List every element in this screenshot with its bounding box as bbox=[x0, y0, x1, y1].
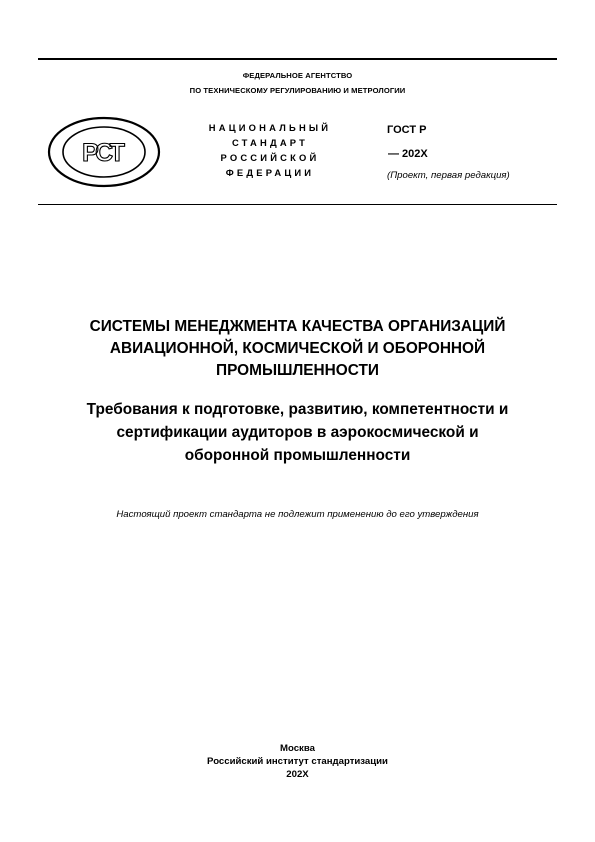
national-standard-line-1: НАЦИОНАЛЬНЫЙ bbox=[208, 122, 332, 133]
draft-notice: Настоящий проект стандарта не подлежит применению до его утверждения bbox=[116, 509, 479, 520]
imprint-block bbox=[0, 742, 595, 781]
edition-note: (Проект, первая редакция) bbox=[387, 170, 510, 181]
agency-line-1: ФЕДЕРАЛЬНОЕ АГЕНТСТВО bbox=[242, 71, 353, 80]
mid-rule bbox=[38, 204, 557, 205]
top-rule bbox=[38, 58, 557, 60]
logo-text: РСТ bbox=[82, 139, 122, 167]
national-standard-line-2: СТАНДАРТ bbox=[231, 137, 309, 148]
agency-header bbox=[0, 68, 595, 98]
national-standard-line-4: ФЕДЕРАЦИИ bbox=[225, 167, 315, 178]
rst-emblem-icon bbox=[47, 116, 161, 188]
standard-code: ГОСТ Р bbox=[387, 124, 427, 136]
national-standard-line-3: РОССИЙСКОЙ bbox=[220, 152, 320, 163]
title-line-1: СИСТЕМЫ МЕНЕДЖМЕНТА КАЧЕСТВА ОРГАНИЗАЦИЙ bbox=[89, 318, 506, 335]
imprint-city: Москва bbox=[280, 743, 315, 754]
imprint-publisher: Российский институт стандартизации bbox=[207, 756, 388, 767]
document-subtitle bbox=[30, 398, 565, 467]
document-title bbox=[30, 316, 565, 382]
national-standard-block bbox=[184, 120, 356, 180]
title-line-3: ПРОМЫШЛЕННОСТИ bbox=[216, 362, 379, 379]
subtitle-line-3: оборонной промышленности bbox=[184, 447, 411, 464]
subtitle-line-2: сертификации аудиторов в аэрокосмической и bbox=[116, 424, 479, 441]
title-line-2: АВИАЦИОННОЙ, КОСМИЧЕСКОЙ И ОБОРОННОЙ bbox=[109, 340, 486, 357]
standard-year: — 202Х bbox=[388, 148, 428, 160]
agency-line-2: ПО ТЕХНИЧЕСКОМУ РЕГУЛИРОВАНИЮ И МЕТРОЛОГИИ bbox=[189, 86, 406, 95]
imprint-year: 202Х bbox=[286, 769, 309, 780]
subtitle-line-1: Требования к подготовке, развитию, компетентности и bbox=[86, 401, 509, 418]
